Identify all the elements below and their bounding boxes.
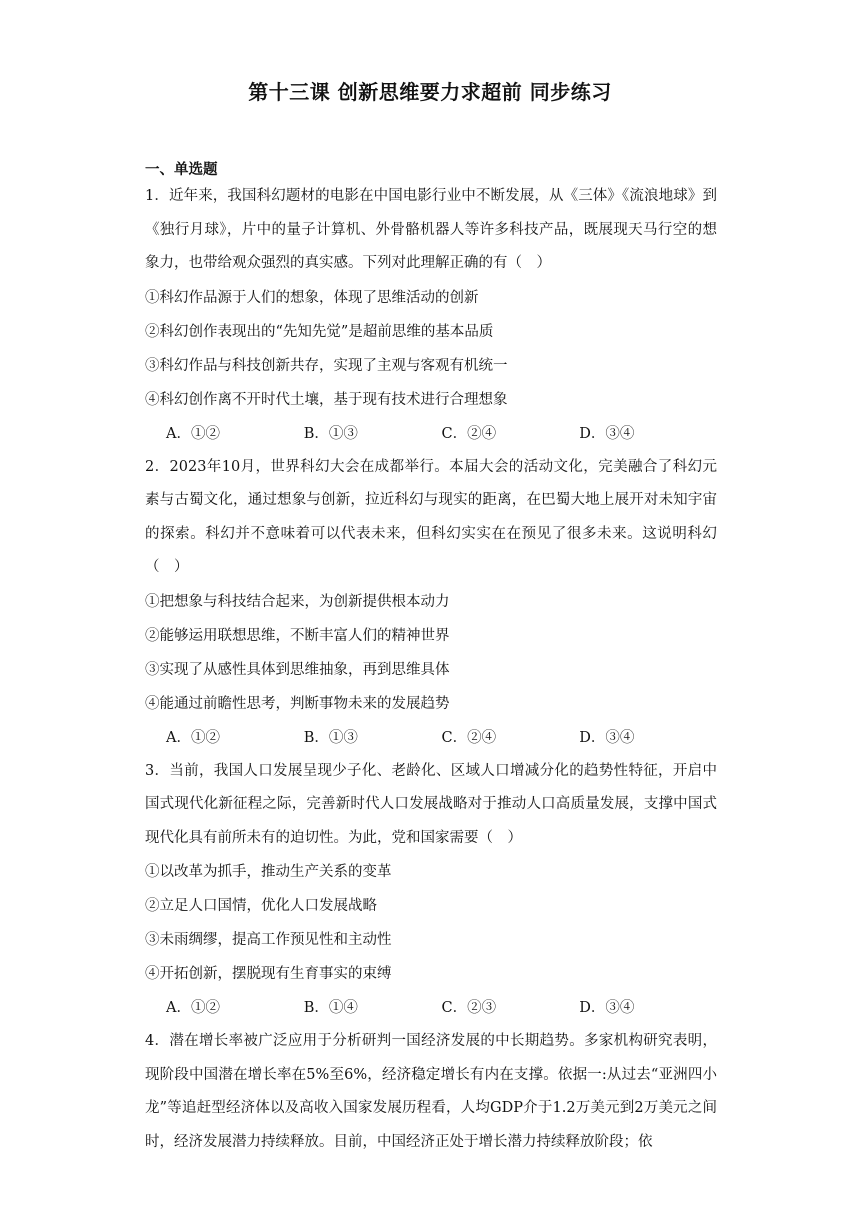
statement-2: ②立足人口国情，优化人口发展战略	[145, 898, 377, 914]
choice-d: D．③④	[579, 1000, 635, 1016]
page-title: 第十三课 创新思维要力求超前 同步练习	[248, 80, 612, 104]
question-4	[145, 1025, 717, 1159]
question-stem: 3．当前，我国人口发展呈现少子化、老龄化、区域人口增减分化的趋势性特征，开启中国式现代化新征程之际，完善新时代人口发展战略对于推动人口高质量发展，支撑中国式现代化具有前所未有的迫切性。为此，党和国家需要（ ）	[145, 762, 717, 846]
statement-1: ①科幻作品源于人们的想象，体现了思维活动的创新	[145, 289, 479, 306]
statement-3: ③未雨绸缪，提高工作预见性和主动性	[145, 932, 392, 948]
choice-b: B．①④	[303, 1000, 358, 1016]
section-heading: 一、单选题	[145, 162, 218, 178]
choice-d: D．③④	[579, 729, 635, 746]
question-2	[145, 451, 717, 755]
statement-1: ①以改革为抓手，推动生产关系的变革	[145, 864, 392, 880]
choice-c: C．②③	[441, 1000, 497, 1016]
answer-choices	[145, 721, 717, 755]
statement-4: ④能通过前瞻性思考，判断事物未来的发展趋势	[145, 695, 450, 712]
statement-2: ②能够运用联想思维，不断丰富人们的精神世界	[145, 627, 450, 644]
choice-c: C．②④	[441, 425, 497, 442]
statement-2: ②科幻创作表现出的“先知先觉”是超前思维的基本品质	[145, 323, 494, 340]
question-3	[145, 755, 717, 1026]
statement-1: ①把想象与科技结合起来，为创新提供根本动力	[145, 593, 450, 610]
choice-a: A．①②	[166, 1000, 220, 1016]
question-stem: 1．近年来，我国科幻题材的电影在中国电影行业中不断发展，从《三体》《流浪地球》到《独行月球》，片中的量子计算机、外骨骼机器人等许多科技产品，既展现天马行空的想象力，也带给观众强烈的真实感。下列对此理解正确的有（ ）	[145, 188, 717, 271]
answer-choices	[145, 417, 717, 451]
question-stem: 2．2023年10月，世界科幻大会在成都举行。本届大会的活动文化，完美融合了科幻元素与古蜀文化，通过想象与创新，拉近科幻与现实的距离，在巴蜀大地上展开对未知宇宙的探索。科幻并不意味着可以代表未来，但科幻实实在在预见了很多未来。这说明科幻（ ）	[145, 458, 717, 575]
choice-a: A．①②	[166, 425, 220, 442]
choice-b: B．①③	[303, 729, 358, 746]
answer-choices	[145, 991, 717, 1025]
choice-d: D．③④	[579, 425, 635, 442]
question-list	[145, 180, 717, 1159]
question-stem: 4．潜在增长率被广泛应用于分析研判一国经济发展的中长期趋势。多家机构研究表明，现阶段中国潜在增长率在5%至6%，经济稳定增长有内在支撑。依据一:从过去“亚洲四小龙”等追赶型经济体以及高收入国家发展历程看，人均GDP介于1.2万美元到2万美元之间时，经济发展潜力持续释放。目前，中国经济正处于增长潜力持续释放阶段；依	[145, 1033, 717, 1150]
statement-4: ④开拓创新，摆脱现有生育事实的束缚	[145, 966, 392, 982]
choice-c: C．②④	[441, 729, 497, 746]
question-1	[145, 180, 717, 451]
statement-3: ③科幻作品与科技创新共存，实现了主观与客观有机统一	[145, 357, 508, 374]
choice-b: B．①③	[303, 425, 358, 442]
choice-a: A．①②	[166, 729, 220, 746]
statement-3: ③实现了从感性具体到思维抽象，再到思维具体	[145, 661, 450, 678]
statement-4: ④科幻创作离不开时代土壤，基于现有技术进行合理想象	[145, 391, 508, 408]
